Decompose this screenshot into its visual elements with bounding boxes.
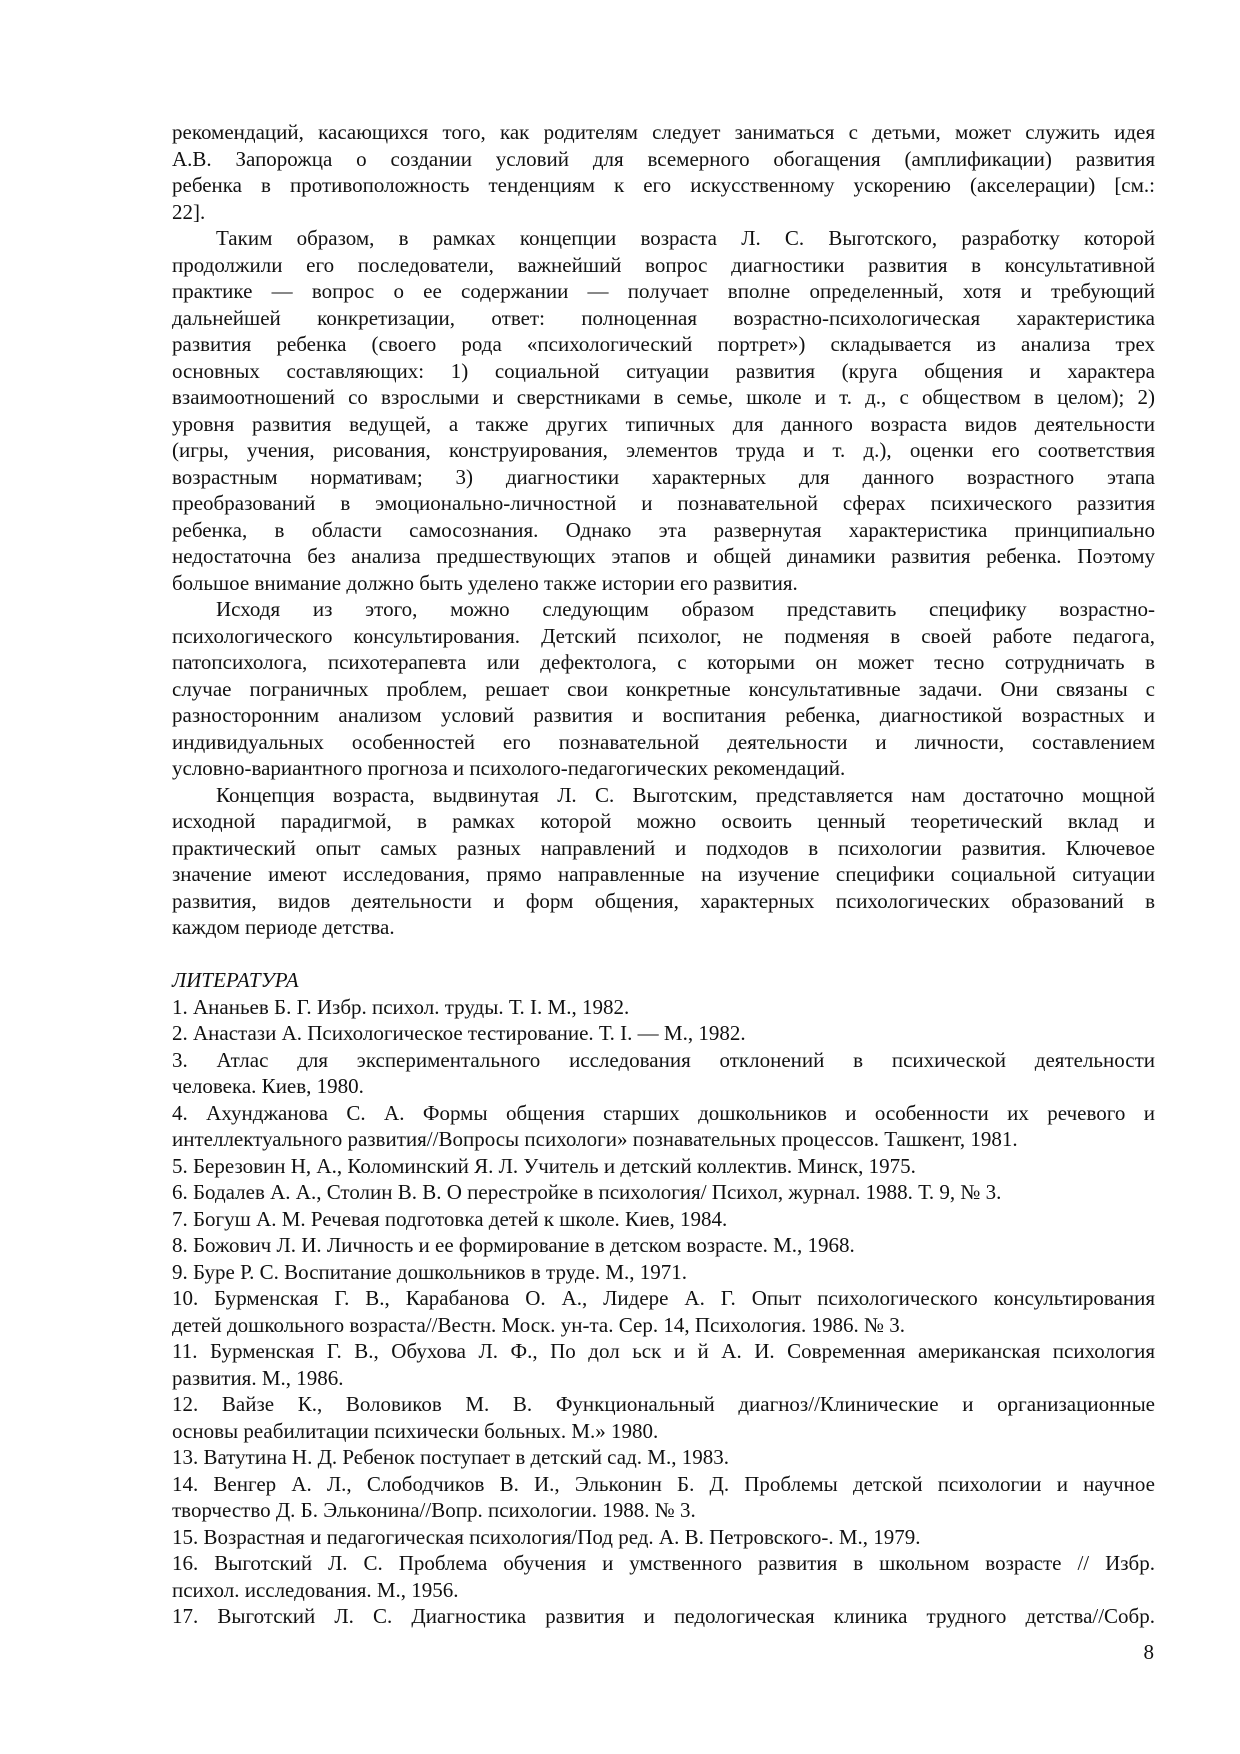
paragraph-line: уровня развития ведущей, а также других типичных для данного возраста видов деятельности (172, 411, 1155, 436)
reference-line: 12. Вайзе К., Воловиков М. В. Функциональный диагноз//Клинические и организационные (172, 1392, 1155, 1416)
paragraph-line: дальнейшей конкретизации, ответ: полноценная возрастно-психологическая характеристика (172, 305, 1155, 330)
reference-line: 2. Анастази А. Психологическое тестирование. Т. I. — М., 1982. (172, 1021, 746, 1045)
reference-line: 7. Богуш А. М. Речевая подготовка детей к школе. Киев, 1984. (172, 1206, 728, 1231)
paragraph-line: ребенка в противоположность тенденциям к его искусственному ускорению (акселерации) [см.: (172, 173, 1155, 197)
reference-line: 5. Березовин Н, А., Коломинский Я. Л. Учитель и детский коллектив. Минск, 1975. (172, 1153, 916, 1178)
paragraph-line: психологического консультирования. Детский психолог, не подменяя в своей работе педагога, (172, 623, 1155, 648)
paragraph (172, 225, 1155, 596)
paragraph-line: продолжили его последователи, важнейший вопрос диагностики развития в консультативной (172, 252, 1155, 277)
reference-line: детей дошкольного возраста//Вестн. Моск. ун-та. Сер. 14, Психология. 1986. № 3. (172, 1312, 906, 1337)
page-number: 8 (1143, 1640, 1154, 1664)
reference-item (172, 1471, 1155, 1524)
paragraph-line: рекомендаций, касающихся того, как родителям следует заниматься с детьми, может служить идея (172, 120, 1155, 144)
reference-line: 17. Выготский Л. С. Диагностика развития и педологическая клиника трудного детства//Собр. (172, 1604, 1155, 1628)
reference-item (172, 1232, 1155, 1259)
paragraph-line: основных составляющих: 1) социальной ситуации развития (круга общения и характера (172, 358, 1155, 383)
paragraph-line: практике — вопрос о ее содержании — получает вполне определенный, хотя и требующий (172, 279, 1155, 303)
reference-item (172, 1524, 1155, 1551)
reference-line: 3. Атлас для экспериментального исследования отклонений в психической деятельности (172, 1047, 1155, 1072)
reference-item (172, 1285, 1155, 1338)
reference-item (172, 1153, 1155, 1180)
reference-line: 4. Ахунджанова С. А. Формы общения старших дошкольников и особенности их речевого и (172, 1100, 1155, 1125)
paragraph-line: (игры, учения, рисования, конструирования, элементов труда и т. д.), оценки его соответствия (172, 438, 1155, 462)
paragraph-line: развития, видов деятельности и форм общения, характерных психологических образований в (172, 888, 1155, 913)
reference-line: 13. Ватутина Н. Д. Ребенок поступает в детский сад. М., 1983. (172, 1445, 729, 1469)
references-heading: ЛИТЕРАТУРА (172, 968, 299, 992)
reference-item (172, 1100, 1155, 1153)
reference-line: психол. исследования. М., 1956. (172, 1577, 459, 1602)
paragraph-line: индивидуальных особенностей его познавательной деятельности и личности, составлением (172, 729, 1155, 754)
paragraph-line: Таким образом, в рамках концепции возраста Л. С. Выготского, разработку которой (216, 226, 1155, 250)
reference-line: развития. М., 1986. (172, 1365, 344, 1390)
reference-item (172, 1391, 1155, 1444)
reference-line: 11. Бурменская Г. В., Обухова Л. Ф., По дол ьск и й А. И. Современная американская психология (172, 1339, 1155, 1363)
reference-line: 14. Венгер А. Л., Слободчиков В. И., Эльконин Б. Д. Проблемы детской психологии и научное (172, 1471, 1155, 1496)
reference-item (172, 1338, 1155, 1391)
reference-line: 8. Божович Л. И. Личность и ее формирование в детском возрасте. М., 1968. (172, 1233, 855, 1257)
paragraph-line: практический опыт самых разных направлений и подходов в психологии развития. Ключевое (172, 835, 1155, 860)
paragraph-line: ребенка, в области самосознания. Однако эта развернутая характеристика принципиально (172, 517, 1155, 542)
paragraph-line: взаимоотношений со взрослыми и сверстниками в семье, школе и т. д., с обществом в целом); 2) (172, 385, 1155, 409)
document-page (172, 119, 1155, 1630)
reference-item (172, 994, 1155, 1021)
paragraph (172, 782, 1155, 941)
reference-line: 6. Бодалев А. А., Столин В. В. О перестройке в психология/ Психол, журнал. 1988. Т. 9, № 3. (172, 1180, 1002, 1204)
paragraph-line: А.В. Запорожца о создании условий для всемерного обогащения (амплификации) развития (172, 146, 1155, 171)
reference-item (172, 1444, 1155, 1471)
paragraph-line: каждом периоде детства. (172, 915, 395, 939)
paragraph-line: Концепция возраста, выдвинутая Л. С. Выготским, представляется нам достаточно мощной (216, 782, 1155, 807)
reference-line: человека. Киев, 1980. (172, 1074, 364, 1098)
paragraph-line: недостаточна без анализа предшествующих этапов и общей динамики развития ребенка. Поэтому (172, 544, 1155, 568)
reference-line: 16. Выготский Л. С. Проблема обучения и умственного развития в школьном возрасте // Избр. (172, 1551, 1155, 1575)
references-list (172, 994, 1155, 1630)
reference-item (172, 1206, 1155, 1233)
paragraph-line: значение имеют исследования, прямо направленные на изучение специфики социальной ситуации (172, 862, 1155, 886)
paragraph-line: исходной парадигмой, в рамках которой можно освоить ценный теоретический вклад и (172, 809, 1155, 833)
reference-item (172, 1603, 1155, 1630)
reference-item (172, 1550, 1155, 1603)
reference-line: основы реабилитации психически больных. М.» 1980. (172, 1418, 659, 1443)
reference-item (172, 1259, 1155, 1286)
reference-line: 9. Буре Р. С. Воспитание дошкольников в труде. М., 1971. (172, 1259, 688, 1284)
paragraph-line: возрастным нормативам; 3) диагностики характерных для данного возрастного этапа (172, 464, 1155, 489)
reference-item (172, 1179, 1155, 1206)
blank-line (172, 941, 1155, 968)
body-text (172, 119, 1155, 941)
reference-item (172, 1020, 1155, 1047)
paragraph-line: случае пограничных проблем, решает свои конкретные консультативные задачи. Они связаны с (172, 676, 1155, 701)
paragraph (172, 596, 1155, 782)
reference-line: 10. Бурменская Г. В., Карабанова О. А., Лидере А. Г. Опыт психологического консультирования (172, 1286, 1155, 1310)
reference-item (172, 1047, 1155, 1100)
paragraph-line: Исходя из этого, можно следующим образом представить специфику возрастно- (216, 597, 1155, 621)
paragraph-line: преобразований в эмоционально-личностной и познавательной сферах психического раззития (172, 491, 1155, 515)
paragraph-line: 22]. (172, 199, 206, 224)
reference-line: творчество Д. Б. Эльконина//Вопр. психологии. 1988. № 3. (172, 1498, 696, 1522)
reference-line: 1. Ананьев Б. Г. Избр. психол. труды. Т. I. М., 1982. (172, 994, 630, 1019)
paragraph-line: большое внимание должно быть уделено также истории его развития. (172, 570, 798, 595)
paragraph-line: развития ребенка (своего рода «психологический портрет») складывается из анализа трех (172, 332, 1155, 356)
reference-line: 15. Возрастная и педагогическая психология/Под ред. А. В. Петровского-. М., 1979. (172, 1524, 921, 1549)
reference-line: интеллектуального развития//Вопросы психологи» познавательных процессов. Ташкент, 1981. (172, 1127, 1018, 1151)
paragraph-line: условно-вариантного прогноза и психолого-педагогических рекомендаций. (172, 756, 846, 780)
paragraph-line: разносторонним анализом условий развития и воспитания ребенка, диагностикой возрастных и (172, 703, 1155, 727)
paragraph-line: патопсихолога, психотерапевта или дефектолога, с которыми он может тесно сотрудничать в (172, 650, 1155, 674)
paragraph (172, 119, 1155, 225)
